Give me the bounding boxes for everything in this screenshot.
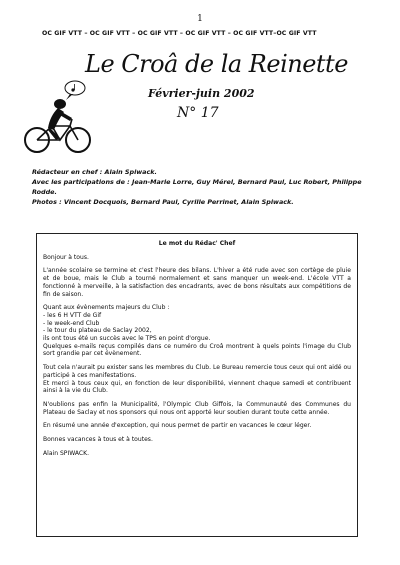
event-item: - le week-end Club (43, 319, 100, 327)
credits-photos: Photos : Vincent Docquois, Bernard Paul, Cyrille Perrinet, Alain Spiwack. (32, 198, 294, 206)
event-item: - les 6 H VTT de Gif (43, 311, 102, 319)
editorial-paragraph: L'année scolaire se termine et c'est l'heure des bilans. L'hiver a été rude avec son cortège de pluie et de boue, mais le Club a tourné normalement et sans manquer un week-end. L'école VTT a fonctionné à merveille, à la satisfaction des encadrants, avec de bons résultats aux compétitions de fin de saison. (43, 267, 351, 298)
editorial-thanks (43, 364, 351, 395)
page-number: 1 (197, 14, 203, 24)
credits-block (32, 167, 377, 207)
credits-participants: Avec les participations de : Jean-Marie Lorre, Guy Mérel, Bernard Paul, Luc Robert, Philippe Rodde. (32, 178, 362, 196)
editorial-box (36, 233, 358, 537)
editorial-title: Le mot du Rédac' Chef (158, 240, 236, 247)
events-mail: Quelques e-mails reçus compilés dans ce numéro du Croâ montrent à quels points l'image du Club sort grandie par cet évènement. (43, 342, 351, 358)
editorial-events (43, 304, 351, 358)
editorial-closing: Bonnes vacances à tous et à toutes. (43, 436, 153, 444)
credits-editor: Rédacteur en chef : Alain Spiwack. (32, 168, 157, 176)
editorial-paragraph: En résumé une année d'exception, qui nous permet de partir en vacances le cœur léger. (43, 422, 312, 430)
issue-date: Février-juin 2002 (148, 87, 255, 100)
event-item: - le tour du plateau de Saclay 2002, (43, 327, 152, 335)
issue-number: N° 17 (177, 105, 219, 121)
events-after: ils ont tous été un succès avec le TPS en point d'orgue. (43, 335, 211, 343)
thanks-members: Tout cela n'aurait pu exister sans les membres du Club. Le Bureau remercie tous ceux qui ont aidé ou participé à ces manifestations. (43, 364, 351, 379)
editorial-paragraph: N'oublions pas enfin la Municipalité, l'Olympic Club Giffois, la Communauté des Communes du Plateau de Saclay et nos sponsors qui nous ont apporté leur soutien durant toute cette année. (43, 400, 351, 416)
events-intro: Quant aux évènements majeurs du Club : (43, 304, 170, 312)
editorial-greeting: Bonjour à tous. (43, 253, 89, 261)
banner-strip: OC GIF VTT – OC GIF VTT – OC GIF VTT – OC GIF VTT – OC GIF VTT–OC GIF VTT (42, 30, 317, 37)
editorial-signature: Alain SPIWACK. (43, 449, 90, 457)
cyclist-illustration (20, 78, 95, 158)
newsletter-title: Le Croâ de la Reinette (85, 50, 348, 78)
thanks-volunteers: Et merci à tous ceux qui, en fonction de leur disponibilité, viennent chaque samedi et contribuent ainsi à la vie du Club. (43, 379, 351, 395)
